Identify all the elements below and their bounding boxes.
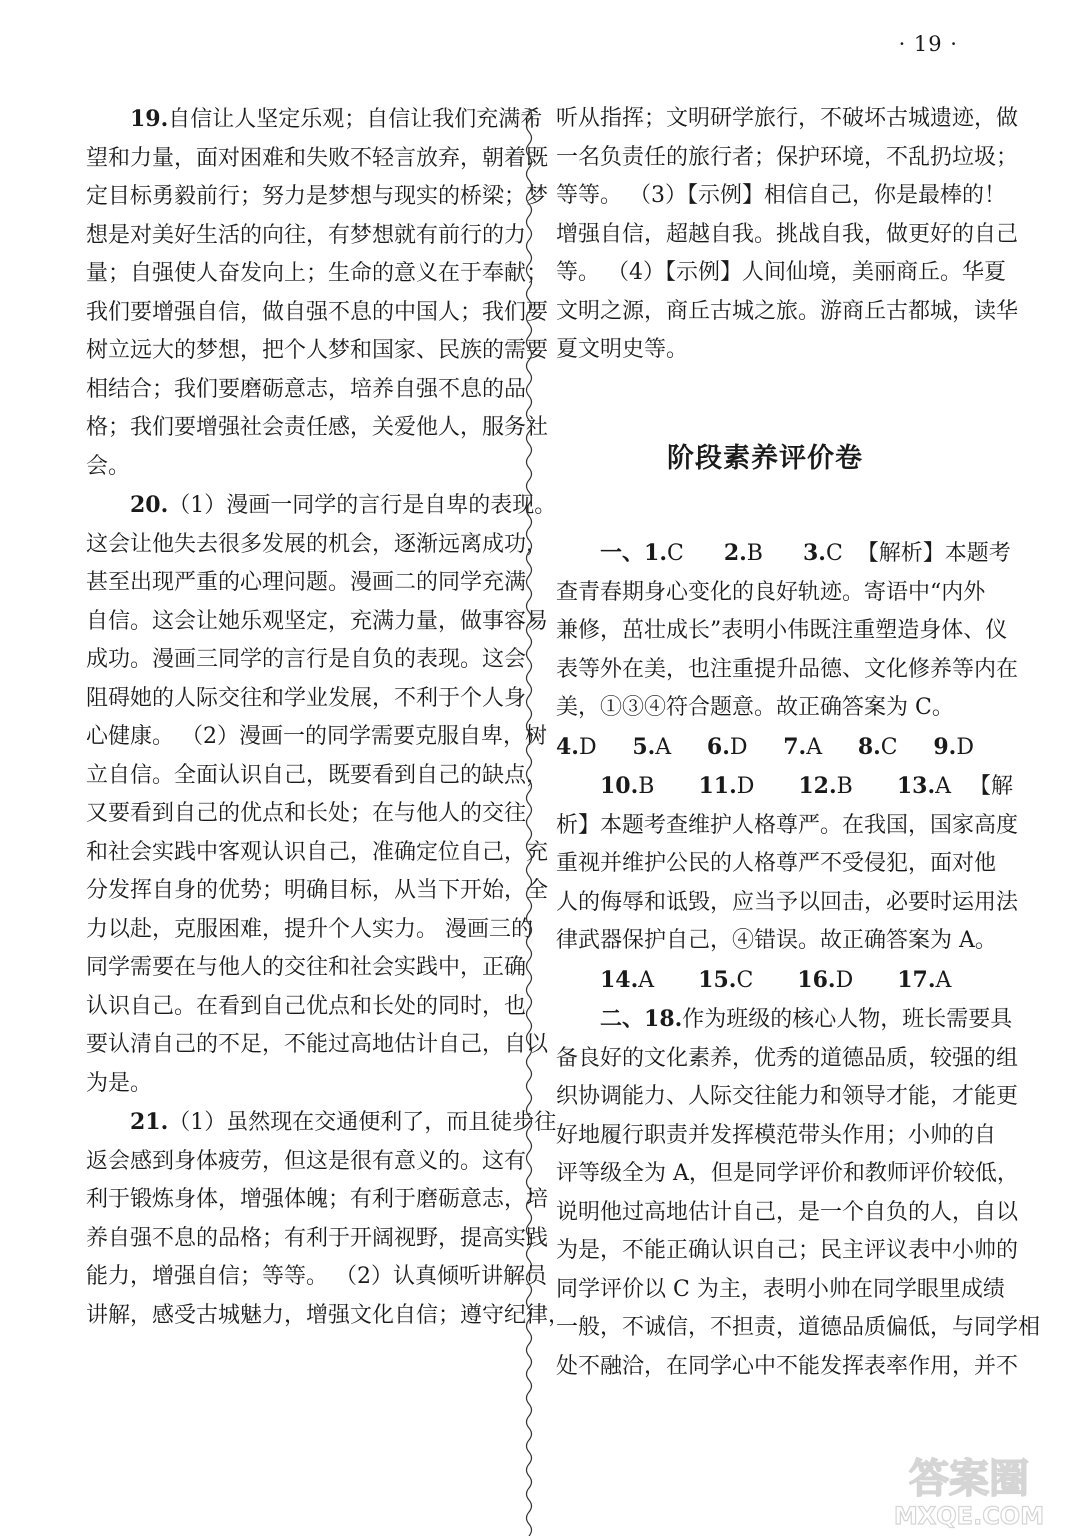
answer-num: 10. [600,773,639,799]
analysis-text: 【解 [969,774,1014,799]
answer-value: B [638,774,655,799]
text-line: 织协调能力、人际交往能力和领导才能，才能更 [556,1084,1019,1109]
text-line: 量；自强使人奋发向上；生命的意义在于奉献； [86,261,549,286]
answer-row-3 [556,767,1014,807]
answer-num: 9. [933,733,957,760]
column-divider [522,108,536,1526]
q19-number: 19. [130,106,169,132]
answer-value: C [666,541,684,566]
text-line: 心健康。 （2）漫画一的同学需要克服自卑，树 [86,724,547,749]
text-line: 人的侮辱和诋毁，应当予以回击，必要时运用法 [556,889,1019,915]
text-line: 相结合；我们要磨砺意志，培养自强不息的品 [86,376,527,402]
answer-row-1 [556,534,1011,574]
text-line: 利于锻炼身体，增强体魄；有利于磨砺意志，培 [86,1187,549,1212]
text-line: 定目标勇毅前行；努力是梦想与现实的桥梁；梦 [86,184,549,209]
text-line: 备良好的文化素养，优秀的道德品质，较强的组 [556,1045,1019,1071]
text-line: 讲解，感受古城魅力，增强文化自信；遵守纪律， [86,1302,571,1328]
answer-value: D [956,734,974,760]
text-line: 文明之源，商丘古城之旅。游商丘古都城，读华 [556,298,1019,324]
answer-item [707,728,748,768]
answer-num: 3. [802,540,826,566]
q18-first-line [556,1000,1013,1040]
text-line: 增强自信，超越自我。挑战自我，做更好的自己 [556,221,1019,247]
answer-value: B [836,774,853,799]
text-line: 能力，增强自信；等等。 （2）认真倾听讲解员 [86,1264,547,1289]
answer-value: D [578,734,597,760]
text-line: 自信。这会让她乐观坚定，充满力量，做事容易 [86,608,549,634]
answer-num: 13. [896,773,936,799]
part-lead: 一、 [600,540,645,566]
text-line: 认识自己。在看到自己优点和长处的同时，也 [86,993,527,1019]
answer-item [783,728,822,768]
answer-value: D [736,774,755,799]
watermark-logo [874,1448,1064,1530]
answer-num: 16. [797,966,836,993]
q20-first-line [86,486,557,526]
text-line: 一名负责任的旅行者；保护环境，不乱扔垃圾； [556,144,1019,170]
answer-num: 1. [644,540,667,566]
text-line: 和社会实践中客观认识自己，准确定位自己，充 [86,839,549,865]
part-2-answers [556,1000,1041,1386]
text-line: 力以赴，克服困难，提升个人实力。 漫画三的 [86,916,533,942]
text-line: 重视并维护公民的人格尊严不受侵犯，面对他 [556,851,997,876]
text-line: 作为班级的核心人物，班长需要具 [682,1007,1013,1032]
text-line: 说明他过高地估计自己，是一个自负的人，自以 [556,1199,1019,1225]
question-20 [86,486,557,1103]
text-line: 等。 （4）【示例】人间仙境，美丽商丘。华夏 [556,260,1006,285]
answer-num: 2. [723,540,747,566]
watermark-logo-text: 答案圈 [909,1456,1029,1502]
answer-value: A [935,774,951,799]
answer-num: 14. [600,966,639,993]
answer-item [632,728,671,768]
question-19 [86,100,549,486]
page-number: · 19 · [898,32,958,56]
answer-num: 17. [897,966,936,993]
analysis-text: 【解析】本题考 [856,541,1011,566]
text-line: 格；我们要增强社会责任感，关爱他人，服务社 [86,415,549,440]
text-line: 一般，不诚信，不担责，道德品质偏低，与同学相 [556,1315,1041,1340]
answer-num: 5. [632,733,656,760]
text-line: 要认清自己的不足，不能过高地估计自己，自以 [86,1032,549,1057]
answer-num: 6. [706,733,730,760]
text-line: 望和力量，面对困难和失败不轻言放弃，朝着既 [86,145,549,171]
text-line: 分发挥自身的优势；明确目标，从当下开始，全 [86,878,549,903]
answer-value: A [638,967,655,993]
text-line: 兼修，茁壮成长”表明小伟既注重塑造身体、仪 [556,618,1008,643]
answer-num: 7. [783,733,807,760]
text-line: 等等。 （3）【示例】相信自己，你是最棒的！ [556,183,1006,208]
text-line: 查青春期身心变化的良好轨迹。寄语中“内外 [556,579,986,605]
text-line: 树立远大的梦想，把个人梦和国家、民族的需要 [86,338,549,363]
text-line: 养自强不息的品格；有利于开阔视野，提高实践 [86,1225,549,1251]
answer-num: 4. [556,733,579,760]
text-line: 为是，不能正确认识自己；民主评议表中小帅的 [556,1238,1019,1263]
question-21 [86,1103,571,1335]
q21-number: 21. [130,1109,169,1135]
text-line: 律武器保护自己，④错误。故正确答案为 A。 [556,928,997,953]
answer-num: 12. [798,773,837,799]
part-lead: 二、 [600,1006,645,1032]
q19-first-line [86,100,543,140]
answer-value: A [935,967,952,993]
text-line: 阻碍她的人际交往和学业发展，不利于个人身 [86,685,527,711]
text-line: 自信让人坚定乐观；自信让我们充满希 [168,107,543,132]
text-line: 这会让他失去很多发展的机会，逐渐远离成功， [86,531,549,557]
section-title: 阶段素养评价卷 [667,442,863,474]
text-line: 处不融洽，在同学心中不能发挥表率作用，并不 [556,1353,1019,1379]
text-line: 立自信。全面认识自己，既要看到自己的缺点， [86,762,549,788]
answer-num: 8. [857,733,881,760]
text-line: 听从指挥；文明研学旅行，不破坏古城遗迹，做 [556,106,1019,131]
text-line: 夏文明史等。 [556,337,689,362]
q18-number: 18. [644,1006,683,1032]
answer-value: C [825,541,843,566]
q21-first-line [86,1103,557,1143]
text-line: 表等外在美，也注重提升品德、文化修养等内在 [556,656,1019,682]
text-line: （1）虽然现在交通便利了，而且徒步往 [168,1110,557,1135]
q21-continued [556,100,1019,370]
answer-value: B [746,541,763,566]
text-line: 美，①③④符合题意。故正确答案为 C。 [556,695,954,720]
watermark-url-text: MXQE.COM [893,1502,1045,1530]
answer-num: 11. [698,773,737,799]
answer-value: A [655,734,672,760]
text-line: （1）漫画一同学的言行是自卑的表现。 [168,493,557,518]
answer-value: D [835,967,854,993]
text-line: 成功。漫画三同学的言行是自负的表现。这会 [86,647,527,672]
text-line: 为是。 [86,1070,153,1096]
right-column [556,100,1041,1386]
answer-item [556,728,597,768]
answer-num: 15. [698,966,737,993]
answer-item [933,728,974,768]
text-line: 想是对美好生活的向往，有梦想就有前行的力 [86,222,527,248]
answer-item [858,728,898,768]
text-line: 会。 [86,453,131,479]
answer-row-2 [556,728,974,768]
answer-value: D [729,734,748,760]
text-line: 返会感到身体疲劳，但这是很有意义的。这有 [86,1148,527,1174]
q20-number: 20. [130,492,169,518]
answer-value: A [806,734,823,760]
text-line: 甚至出现严重的心理问题。漫画二的同学充满 [86,570,527,595]
answer-value: C [736,967,754,993]
left-column [86,100,571,1335]
text-line: 评等级全为 A，但是同学评价和教师评价较低， [556,1161,1019,1186]
text-line: 同学需要在与他人的交往和社会实践中，正确 [86,955,527,980]
text-line: 又要看到自己的优点和长处；在与他人的交往 [86,801,527,826]
text-line: 析】本题考查维护人格尊严。在我国，国家高度 [556,812,1019,838]
answer-row-4 [556,961,974,1001]
text-line: 好地履行职责并发挥模范带头作用；小帅的自 [556,1122,997,1148]
text-line: 我们要增强自信，做自强不息的中国人；我们要 [86,299,549,325]
text-line: 同学评价以 C 为主，表明小帅在同学眼里成绩 [556,1276,1005,1302]
part-1-answers [556,534,1019,1000]
answer-value: C [880,734,898,760]
